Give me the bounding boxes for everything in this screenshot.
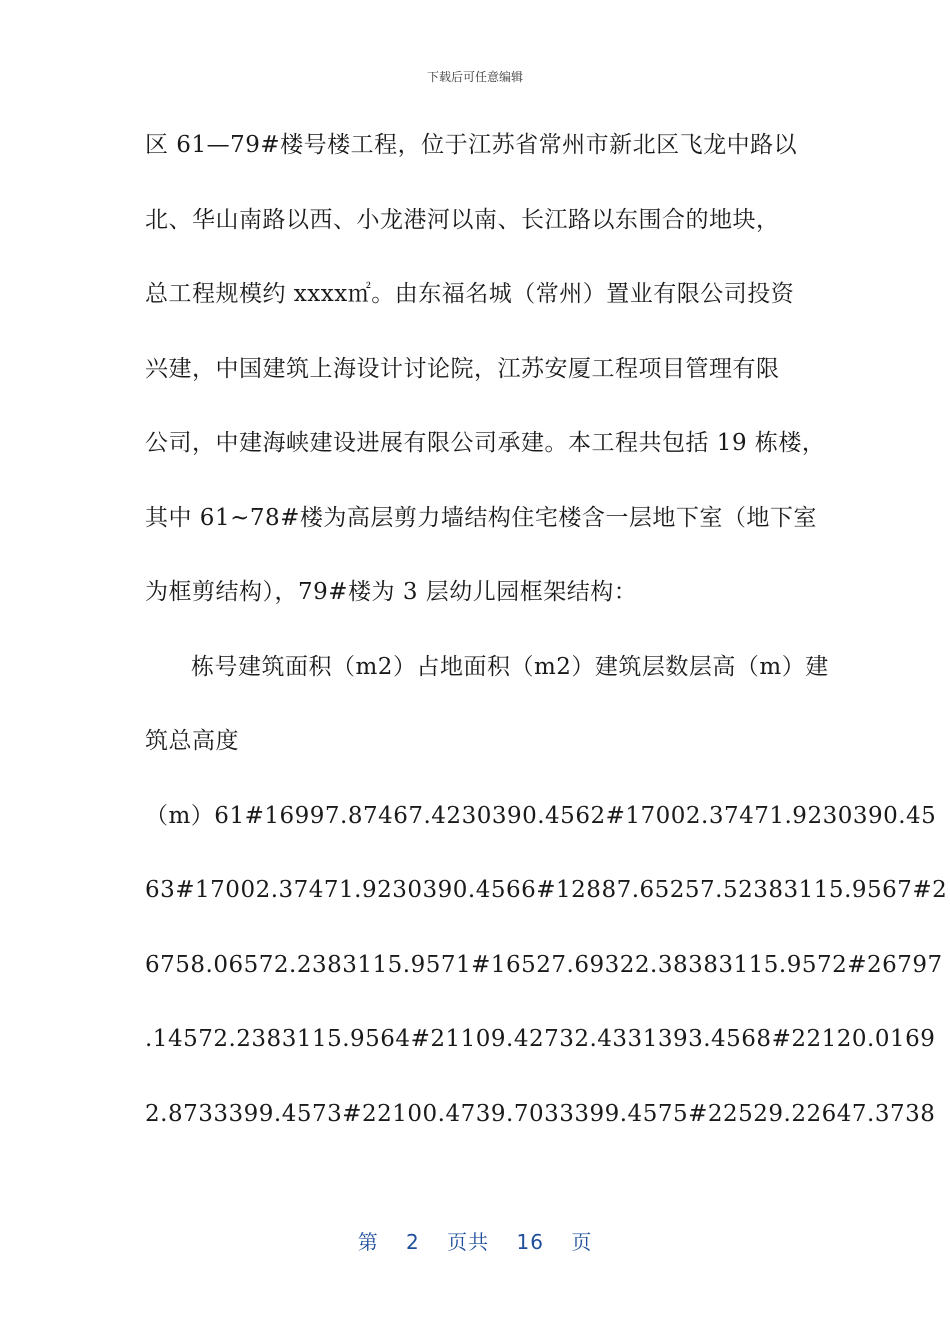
table-data-line: .14572.2383115.9564#21109.42732.4331393.4568#22120.0169 (145, 1026, 936, 1052)
footer-suffix: 页 (571, 1230, 593, 1254)
table-data-line: 2.8733399.4573#22100.4739.7033399.4575#22529.22647.3738 (145, 1100, 936, 1127)
table-data-line: 63#17002.37471.9230390.4566#12887.65257.52383115.9567#2 (145, 877, 948, 903)
table-header-line: 栋号建筑面积（m2）占地面积（m2）建筑层数层高（m）建 (191, 653, 829, 680)
table-data-line: （m）61#16997.87467.4230390.4562#17002.37471.9230390.45 (145, 802, 937, 829)
body-line: 区 61—79#楼号楼工程，位于江苏省常州市新北区飞龙中路以 (145, 132, 798, 158)
total-page-count: 16 (516, 1230, 544, 1254)
footer-prefix: 第 (357, 1230, 379, 1254)
body-line: 其中 61~78#楼为高层剪力墙结构住宅楼含一层地下室（地下室 (145, 504, 817, 531)
page-header: 下载后可任意编辑 (426, 70, 523, 84)
table-data-line: 6758.06572.2383115.9571#16527.69322.38383115.9572#26797 (145, 951, 943, 978)
footer-middle: 页共 (447, 1230, 490, 1254)
body-line: 公司，中建海峡建设进展有限公司承建。本工程共包括 19 栋楼， (145, 430, 826, 456)
table-header-line: 筑总高度 (145, 728, 239, 754)
body-line: 兴建，中国建筑上海设计讨论院，江苏安厦工程项目管理有限 (145, 355, 780, 382)
body-line: 为框剪结构），79#楼为 3 层幼儿园框架结构： (145, 579, 638, 605)
body-line: 北、华山南路以西、小龙港河以南、长江路以东围合的地块， (145, 206, 780, 233)
body-line: 总工程规模约 xxxx㎡。由东福名城（常州）置业有限公司投资 (145, 281, 795, 307)
page-footer (0, 1226, 950, 1255)
document-body (145, 126, 948, 1169)
current-page-number: 2 (406, 1230, 420, 1254)
